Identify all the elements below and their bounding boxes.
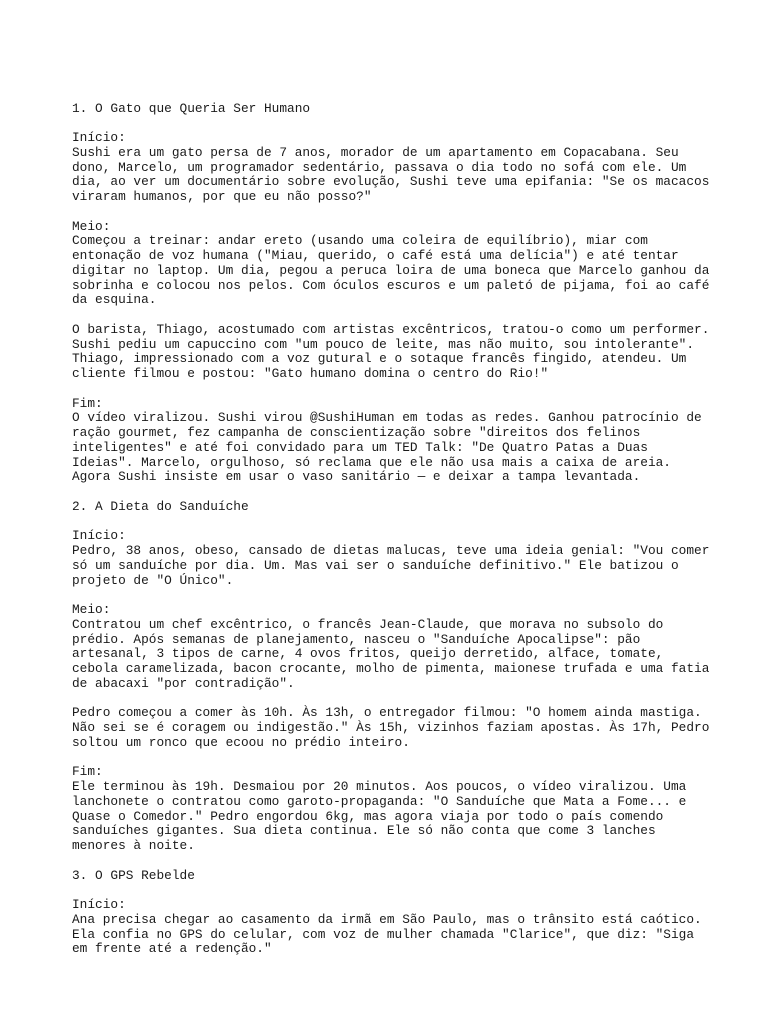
section-label: Fim:	[72, 395, 103, 411]
paragraph-line: Ela confia no GPS do celular, com voz de mulher chamada "Clarice", que diz: "Siga	[72, 926, 695, 942]
paragraph-line: cebola caramelizada, bacon crocante, molho de pimenta, maionese trufada e uma fatia	[72, 661, 710, 676]
blank-line	[72, 515, 712, 530]
section-label: Início:	[72, 897, 126, 912]
paragraph-line: dia, ao ver um documentário sobre evolução, Sushi teve uma epifania: "Se os macacos	[72, 174, 710, 190]
blank-line	[72, 116, 712, 131]
paragraph-line: Sushi era um gato persa de 7 anos, morador de um apartamento em Copacabana. Seu	[72, 144, 679, 160]
paragraph-line: cliente filmou e postou: "Gato humano domina o centro do Rio!"	[72, 366, 549, 381]
paragraph-line: só um sanduíche por dia. Um. Mas vai ser o sanduíche definitivo." Ele batizou o	[72, 557, 679, 573]
paragraph-line: ração gourmet, fez campanha de conscientização sobre "direitos dos felinos	[72, 425, 641, 440]
paragraph-line: artesanal, 3 tipos de carne, 4 ovos fritos, queijo derretido, alface, tomate,	[72, 646, 664, 662]
section-label: Fim:	[72, 764, 103, 780]
section-label: Meio:	[72, 218, 111, 234]
document-body	[72, 102, 712, 958]
paragraph-line: Agora Sushi insiste em usar o vaso sanitário — e deixar a tampa levantada.	[72, 469, 641, 485]
paragraph-line: Thiago, impressionado com a voz gutural e o sotaque francês fingido, atendeu. Um	[72, 351, 687, 367]
paragraph-line: em frente até a redenção."	[72, 941, 272, 957]
story-title: 1. O Gato que Queria Ser Humano	[72, 100, 311, 116]
paragraph-line: viraram humanos, por que eu não posso?"	[72, 189, 372, 204]
paragraph-line: O vídeo viralizou. Sushi virou @SushiHuman em todas as redes. Ganhou patrocínio de	[72, 410, 702, 426]
blank-line	[72, 308, 712, 323]
paragraph-line: de abacaxi "por contradição".	[72, 675, 295, 691]
blank-line	[72, 692, 712, 707]
blank-line	[72, 382, 712, 397]
paragraph-line: entonação de voz humana ("Miau, querido, o café está uma delícia") e até tentar	[72, 248, 679, 263]
story-title: 3. O GPS Rebelde	[72, 867, 195, 883]
blank-line	[72, 854, 712, 869]
paragraph-line: projeto de "O Único".	[72, 572, 234, 588]
paragraph-line: Contratou um chef excêntrico, o francês Jean-Claude, que morava no subsolo do	[72, 616, 664, 632]
blank-line	[72, 883, 712, 898]
paragraph-line: soltou um ronco que ecoou no prédio inteiro.	[72, 734, 410, 750]
paragraph-line: O barista, Thiago, acostumado com artistas excêntricos, tratou-o como um performer.	[72, 321, 710, 337]
paragraph-line: digitar no laptop. Um dia, pegou a peruca loira de uma boneca que Marcelo ganhou da	[72, 262, 710, 278]
section-label: Início:	[72, 528, 126, 544]
paragraph-line: Pedro começou a comer às 10h. Às 13h, o entregador filmou: "O homem ainda mastiga.	[72, 705, 702, 721]
blank-line	[72, 751, 712, 766]
blank-line	[72, 485, 712, 500]
paragraph-line: dono, Marcelo, um programador sedentário, passava o dia todo no sofá com ele. Um	[72, 159, 687, 175]
paragraph-line: prédio. Após semanas de planejamento, nasceu o "Sanduíche Apocalipse": pão	[72, 631, 641, 647]
paragraph-line: Não sei se é coragem ou indigestão." Às 15h, vizinhos faziam apostas. Às 17h, Pedro	[72, 720, 710, 735]
paragraph-line: Pedro, 38 anos, obeso, cansado de dietas malucas, teve uma ideia genial: "Vou comer	[72, 543, 710, 558]
paragraph-line: Quase o Comedor." Pedro engordou 6kg, mas agora viaja por todo o país comendo	[72, 808, 664, 824]
paragraph-line: Ana precisa chegar ao casamento da irmã em São Paulo, mas o trânsito está caótico.	[72, 911, 702, 927]
story-title: 2. A Dieta do Sanduíche	[72, 498, 249, 514]
paragraph-line: lanchonete o contratou como garoto-propaganda: "O Sanduíche que Mata a Fome... e	[72, 793, 687, 809]
paragraph-line: Começou a treinar: andar ereto (usando uma coleira de equilíbrio), miar com	[72, 233, 648, 249]
paragraph-line: sanduíches gigantes. Sua dieta continua. Ele só não conta que come 3 lanches	[72, 823, 656, 839]
paragraph-line: inteligentes" e até foi convidado para um TED Talk: "De Quatro Patas a Duas	[72, 439, 648, 455]
document-page	[72, 72, 712, 972]
paragraph-line: Sushi pediu um capuccino com "um pouco de leite, mas não muito, sou intolerante".	[72, 336, 695, 352]
paragraph-line: da esquina.	[72, 292, 157, 308]
paragraph-line: sobrinha e colocou nos pelos. Com óculos escuros e um paletó de pijama, foi ao café	[72, 277, 710, 293]
section-label: Início:	[72, 130, 126, 145]
paragraph-line: Ideias". Marcelo, orgulhoso, só reclama que ele não usa mais a caixa de areia.	[72, 454, 671, 470]
paragraph-line: menores à noite.	[72, 838, 195, 853]
blank-line	[72, 205, 712, 220]
blank-line	[72, 588, 712, 603]
paragraph-line: Ele terminou às 19h. Desmaiou por 20 minutos. Aos poucos, o vídeo viralizou. Uma	[72, 779, 687, 794]
section-label: Meio:	[72, 602, 111, 617]
